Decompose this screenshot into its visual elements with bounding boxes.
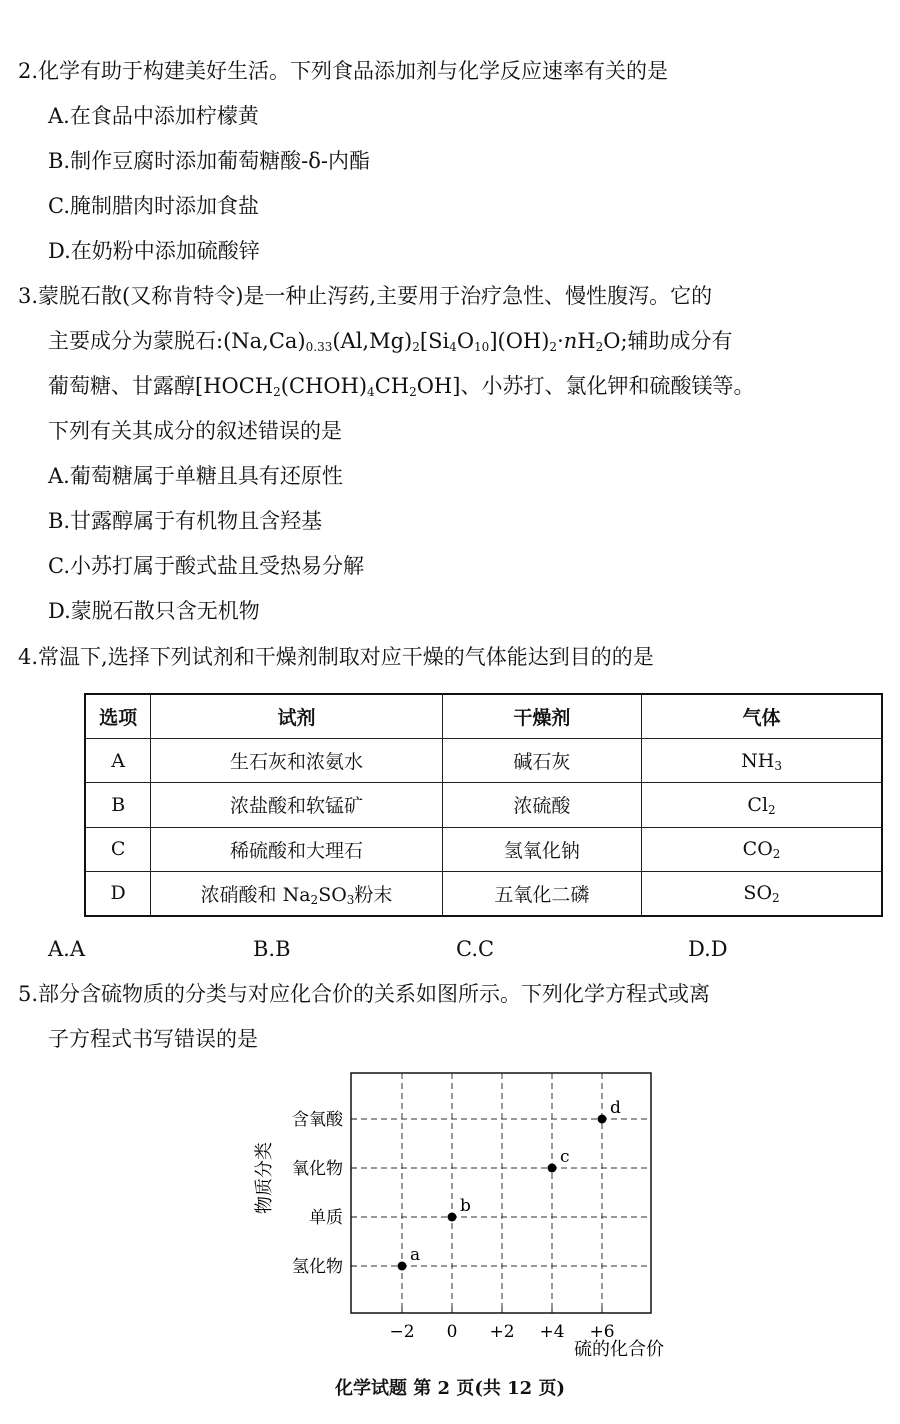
y-axis-label: 物质分类	[254, 1142, 275, 1214]
x-tick-label: +6	[589, 1322, 615, 1342]
row-drier: 碱石灰	[442, 739, 641, 783]
question-2-stem: 2.化学有助于构建美好生活。下列食品添加剂与化学反应速率有关的是	[18, 59, 669, 83]
row-gas: $Cl_2$	[642, 783, 882, 827]
q2-option-d: D.在奶粉中添加硫酸锌	[48, 239, 260, 263]
question-3-line-4: 下列有关其成分的叙述错误的是	[48, 419, 342, 443]
q3-option-d: D.蒙脱石散只含无机物	[48, 599, 260, 623]
point-label: b	[460, 1196, 471, 1216]
question-3-line-1: 3.蒙脱石散(又称肯特令)是一种止泻药,主要用于治疗急性、慢性腹泻。它的	[18, 284, 713, 308]
row-option: C	[85, 827, 151, 871]
data-point	[548, 1164, 557, 1173]
header-gas: 气体	[642, 694, 882, 739]
q4-choice-b: B.B	[253, 937, 291, 961]
row-option: A	[85, 739, 151, 783]
point-label: d	[610, 1098, 621, 1118]
q2-option-b: B.制作豆腐时添加葡萄糖酸-δ-内酯	[48, 149, 370, 173]
x-tick-label: +2	[489, 1322, 515, 1342]
row-gas: $CO_2$	[642, 827, 882, 871]
point-label: a	[410, 1245, 421, 1265]
row-reagent: 浓盐酸和软锰矿	[151, 783, 442, 827]
row-drier: 氢氧化钠	[442, 827, 641, 871]
q3-option-b: B.甘露醇属于有机物且含羟基	[48, 509, 323, 533]
row-reagent: 浓硝酸和 $Na_2SO_3$粉末	[151, 871, 442, 916]
row-reagent: 稀硫酸和大理石	[151, 827, 442, 871]
x-tick-label: 0	[446, 1322, 458, 1342]
row-drier: 五氧化二磷	[442, 871, 641, 916]
y-tick-label: 含氧酸	[292, 1110, 343, 1130]
q4-choice-a: A.A	[48, 937, 86, 961]
row-option: D	[85, 871, 151, 916]
y-tick-label: 氢化物	[292, 1257, 343, 1277]
x-tick-label: −2	[389, 1322, 415, 1342]
header-option: 选项	[85, 694, 151, 739]
row-gas: $SO_2$	[642, 871, 882, 916]
chart-frame	[351, 1073, 651, 1313]
x-axis-label: 硫的化合价	[574, 1339, 664, 1360]
question-5-line-2: 子方程式书写错误的是	[48, 1027, 258, 1051]
row-reagent: 生石灰和浓氨水	[151, 739, 442, 783]
question-3-line-3: 葡萄糖、甘露醇$[HOCH_2(CHOH)_4CH_2OH]$、小苏打、氯化钾和硫酸镁等。	[48, 374, 755, 399]
y-tick-label: 单质	[309, 1208, 343, 1228]
data-point	[398, 1262, 407, 1271]
y-tick-label: 氧化物	[292, 1159, 343, 1179]
point-label: c	[560, 1147, 570, 1167]
q4-choice-c: C.C	[456, 937, 495, 961]
q3-option-a: A.葡萄糖属于单糖且具有还原性	[48, 464, 343, 488]
x-tick-label: +4	[539, 1322, 565, 1342]
row-option: B	[85, 783, 151, 827]
q2-option-a: A.在食品中添加柠檬黄	[48, 104, 259, 128]
question-5-line-1: 5.部分含硫物质的分类与对应化合价的关系如图所示。下列化学方程式或离	[18, 982, 711, 1006]
row-gas: $NH_3$	[642, 739, 882, 783]
q4-choice-d: D.D	[688, 937, 728, 961]
header-drier: 干燥剂	[442, 694, 641, 739]
row-drier: 浓硫酸	[442, 783, 641, 827]
page-footer: 化学试题 第 2 页(共 12 页)	[335, 1378, 565, 1399]
header-reagent: 试剂	[151, 694, 442, 739]
question-3-line-2: 主要成分为蒙脱石$:(Na,Ca)_{0.33}(Al,Mg)_2[Si_4O_{10}](OH)_2\cdot nH_2O$;辅助成分有	[48, 329, 733, 354]
q2-option-c: C.腌制腊肉时添加食盐	[48, 194, 259, 218]
q3-option-c: C.小苏打属于酸式盐且受热易分解	[48, 554, 364, 578]
data-point	[598, 1115, 607, 1124]
data-point	[448, 1213, 457, 1222]
question-4-stem: 4.常温下,选择下列试剂和干燥剂制取对应干燥的气体能达到目的的是	[18, 645, 654, 669]
